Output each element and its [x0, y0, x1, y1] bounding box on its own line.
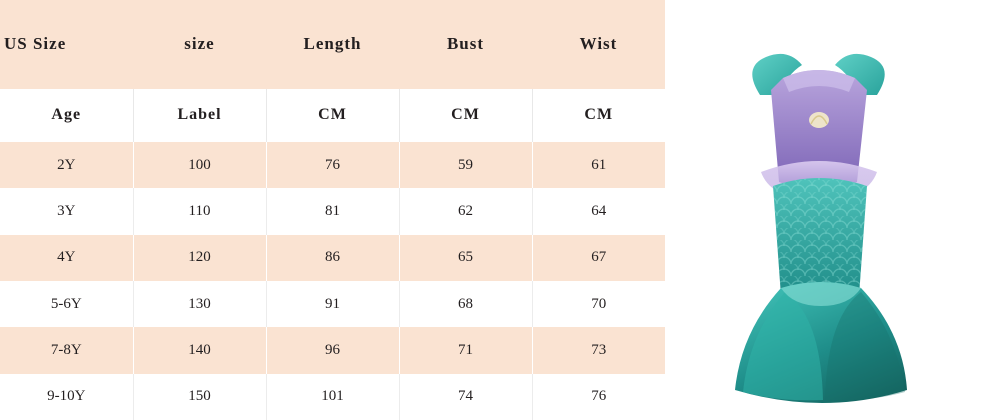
- cell-wist: 67: [532, 235, 665, 281]
- cell-age: 2Y: [0, 142, 133, 188]
- table-row: [0, 188, 665, 234]
- cell-bust: 71: [399, 327, 532, 373]
- cell-age: 3Y: [0, 188, 133, 234]
- subheader-cell-bust-unit: CM: [399, 89, 532, 142]
- cell-label: 100: [133, 142, 266, 188]
- table-row: [0, 327, 665, 373]
- cell-label: 120: [133, 235, 266, 281]
- mermaid-dress-image: [665, 0, 1000, 420]
- header-cell-wist: Wist: [532, 0, 665, 89]
- cell-length: 101: [266, 374, 399, 420]
- table-row: [0, 281, 665, 327]
- cell-length: 76: [266, 142, 399, 188]
- cell-age: 5-6Y: [0, 281, 133, 327]
- header-cell-size: size: [133, 0, 266, 89]
- cell-bust: 65: [399, 235, 532, 281]
- cell-wist: 70: [532, 281, 665, 327]
- cell-wist: 61: [532, 142, 665, 188]
- cell-length: 96: [266, 327, 399, 373]
- table-row: [0, 142, 665, 188]
- subheader-cell-age: Age: [0, 89, 133, 142]
- cell-label: 110: [133, 188, 266, 234]
- header-cell-us-size: US Size: [0, 0, 133, 89]
- cell-label: 140: [133, 327, 266, 373]
- cell-bust: 68: [399, 281, 532, 327]
- cell-length: 86: [266, 235, 399, 281]
- table-row: [0, 374, 665, 420]
- cell-bust: 59: [399, 142, 532, 188]
- header-cell-length: Length: [266, 0, 399, 89]
- cell-bust: 62: [399, 188, 532, 234]
- shell-ornament-icon: [809, 112, 829, 128]
- subheader-cell-wist-unit: CM: [532, 89, 665, 142]
- cell-length: 81: [266, 188, 399, 234]
- subheader-cell-length-unit: CM: [266, 89, 399, 142]
- product-photo-pane: [665, 0, 1000, 420]
- cell-label: 130: [133, 281, 266, 327]
- cell-age: 7-8Y: [0, 327, 133, 373]
- table-row: [0, 235, 665, 281]
- subheader-cell-label: Label: [133, 89, 266, 142]
- cell-wist: 73: [532, 327, 665, 373]
- cell-label: 150: [133, 374, 266, 420]
- table-header-row: [0, 0, 665, 89]
- cell-age: 4Y: [0, 235, 133, 281]
- cell-age: 9-10Y: [0, 374, 133, 420]
- cell-bust: 74: [399, 374, 532, 420]
- cell-wist: 76: [532, 374, 665, 420]
- table-subheader-row: [0, 89, 665, 142]
- cell-length: 91: [266, 281, 399, 327]
- cell-wist: 64: [532, 188, 665, 234]
- header-cell-bust: Bust: [399, 0, 532, 89]
